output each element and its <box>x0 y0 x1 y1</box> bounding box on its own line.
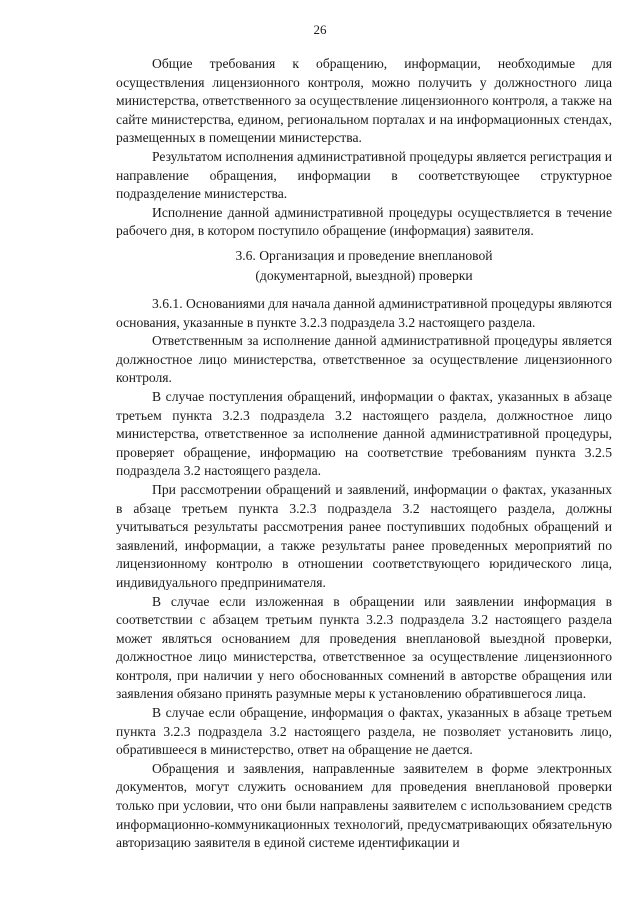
paragraph: Обращения и заявления, направленные заявителем в форме электронных документов, могут служить основанием для проведения внеплановой проверки только при условии, что они были направлены заявителем с использованием средств информационно-коммуникационных технологий, предусматривающих обязательную авторизацию заявителя в единой системе идентификации и <box>116 760 612 851</box>
page-number: 26 <box>313 22 327 37</box>
paragraph: В случае если обращение, информация о фактах, указанных в абзаце третьем пункта 3.2.3 подраздела 3.2 настоящего раздела, не позволяет установить лицо, обратившееся в министерство, ответ на обращение не дается. <box>116 705 612 758</box>
intro-text-block <box>116 55 612 241</box>
paragraph: Общие требования к обращению, информации, необходимые для осуществления лицензионного контроля, можно получить у должностного лица министерства, ответственного за осуществление лицензионного контроля, а также на сайте министерства, едином, региональном порталах и на информационных стендах, размещенных в помещении министерства. <box>116 56 612 146</box>
paragraph: Результатом исполнения административной процедуры является регистрация и направление обращения, информации в соответствующее структурное подразделение министерства. <box>116 148 612 202</box>
paragraph: 3.6.1. Основаниями для начала данной административной процедуры являются основания, указанные в пункте 3.2.3 подраздела 3.2 настоящего раздела. <box>116 296 612 330</box>
paragraph: В случае если изложенная в обращении или заявлении информация в соответствии с абзацем третьим пункта 3.2.3 подраздела 3.2 настоящего раздела может являться основанием для проведения внеплановой выездной проверки, должностное лицо министерства, ответственное за осуществление лицензионного контроля, при наличии у него обоснованных сомнений в авторстве обращения или заявления обязано принять разумные меры к установлению обратившегося лица. <box>116 593 612 702</box>
paragraph: В случае поступления обращений, информации о фактах, указанных в абзаце третьем пункта 3.2.3 подраздела 3.2 настоящего раздела, должностное лицо министерства, ответственное за исполнение данной административной процедуры, проверяет обращение, информацию на соответствие требованиям пункта 3.2.5 подраздела 3.2 настоящего раздела. <box>116 388 612 479</box>
paragraph: При рассмотрении обращений и заявлений, информации о фактах, указанных в абзаце третьем пункта 3.2.3 подраздела 3.2 настоящего раздела, должны учитываться результаты рассмотрения ранее поступивших подобных обращений и заявлений, информации, а также результаты ранее проведенных мероприятий по лицензионному контролю в отношении соответствующего юридического лица, индивидуального предпринимателя. <box>116 481 612 590</box>
paragraph: Ответственным за исполнение данной административной процедуры является должностное лицо министерства, ответственное за осуществление лицензионного контроля. <box>116 333 612 386</box>
paragraph: Исполнение данной административной процедуры осуществляется в течение рабочего дня, в котором поступило обращение (информация) заявителя. <box>116 204 612 239</box>
section-body <box>116 295 612 853</box>
section-heading-line: 3.6. Организация и проведение внеплановой <box>235 248 493 263</box>
section-heading <box>116 246 612 286</box>
section-heading-line: (документарной, выездной) проверки <box>255 268 473 283</box>
